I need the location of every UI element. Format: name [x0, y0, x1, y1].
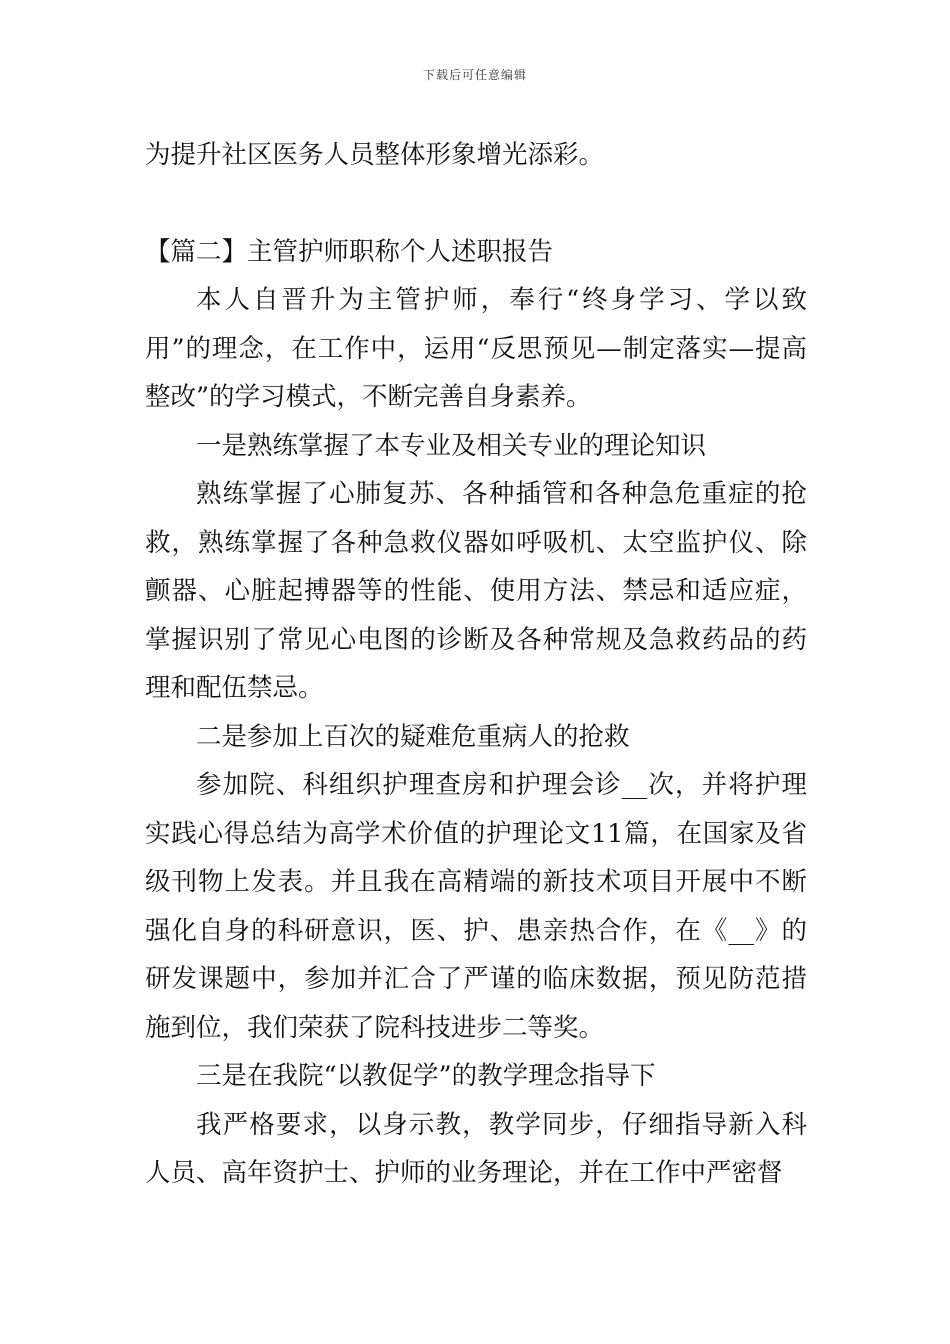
intro-paragraph: 本人自晋升为主管护师，奉行“终身学习、学以致用”的理念，在工作中，运用“反思预见—制定落实—提高整改”的学习模式，不断完善自身素养。 — [145, 285, 807, 412]
lead-paragraph: 为提升社区医务人员整体形象增光添彩。 — [145, 140, 605, 170]
point-two-text-before: 参加院、科组织护理查房和护理会诊 — [196, 770, 622, 800]
point-two-text-after: 次，并将护理实践心得总结为高学术价值的护理论文11篇，在国家及省级刊物上发表。并且我在高精端的新技术项目开展中不断强化自身的科研意识，医、护、患亲热合作，在《__》的研发课题中，参加并汇合了严谨的临床数据，预见防范措施到位，我们荣获了院科技进步二等奖。 — [145, 770, 807, 1043]
point-three-paragraph: 我严格要求，以身示教，教学同步，仔细指导新入科人员、高年资护士、护师的业务理论，并在工作中严密督 — [145, 1109, 807, 1188]
section-title: 【篇二】主管护师职称个人述职报告 — [145, 237, 554, 267]
point-three-heading: 三是在我院“以教促学”的教学理念指导下 — [196, 1061, 656, 1091]
report-body — [145, 276, 807, 1198]
point-one-paragraph: 熟练掌握了心肺复苏、各种插管和各种急危重症的抢救，熟练掌握了各种急救仪器如呼吸机、太空监护仪、除颤器、心脏起搏器等的性能、使用方法、禁忌和适应症，掌握识别了常见心电图的诊断及各种常规及急救药品的药理和配伍禁忌。 — [145, 479, 807, 703]
point-one-heading: 一是熟练掌握了本专业及相关专业的理论知识 — [196, 430, 707, 461]
point-two-paragraph — [145, 761, 807, 1052]
point-two-heading: 二是参加上百次的疑难危重病人的抢救 — [196, 721, 630, 752]
blank-count: __ — [621, 770, 648, 800]
header-note: 下载后可任意编辑 — [422, 68, 527, 82]
